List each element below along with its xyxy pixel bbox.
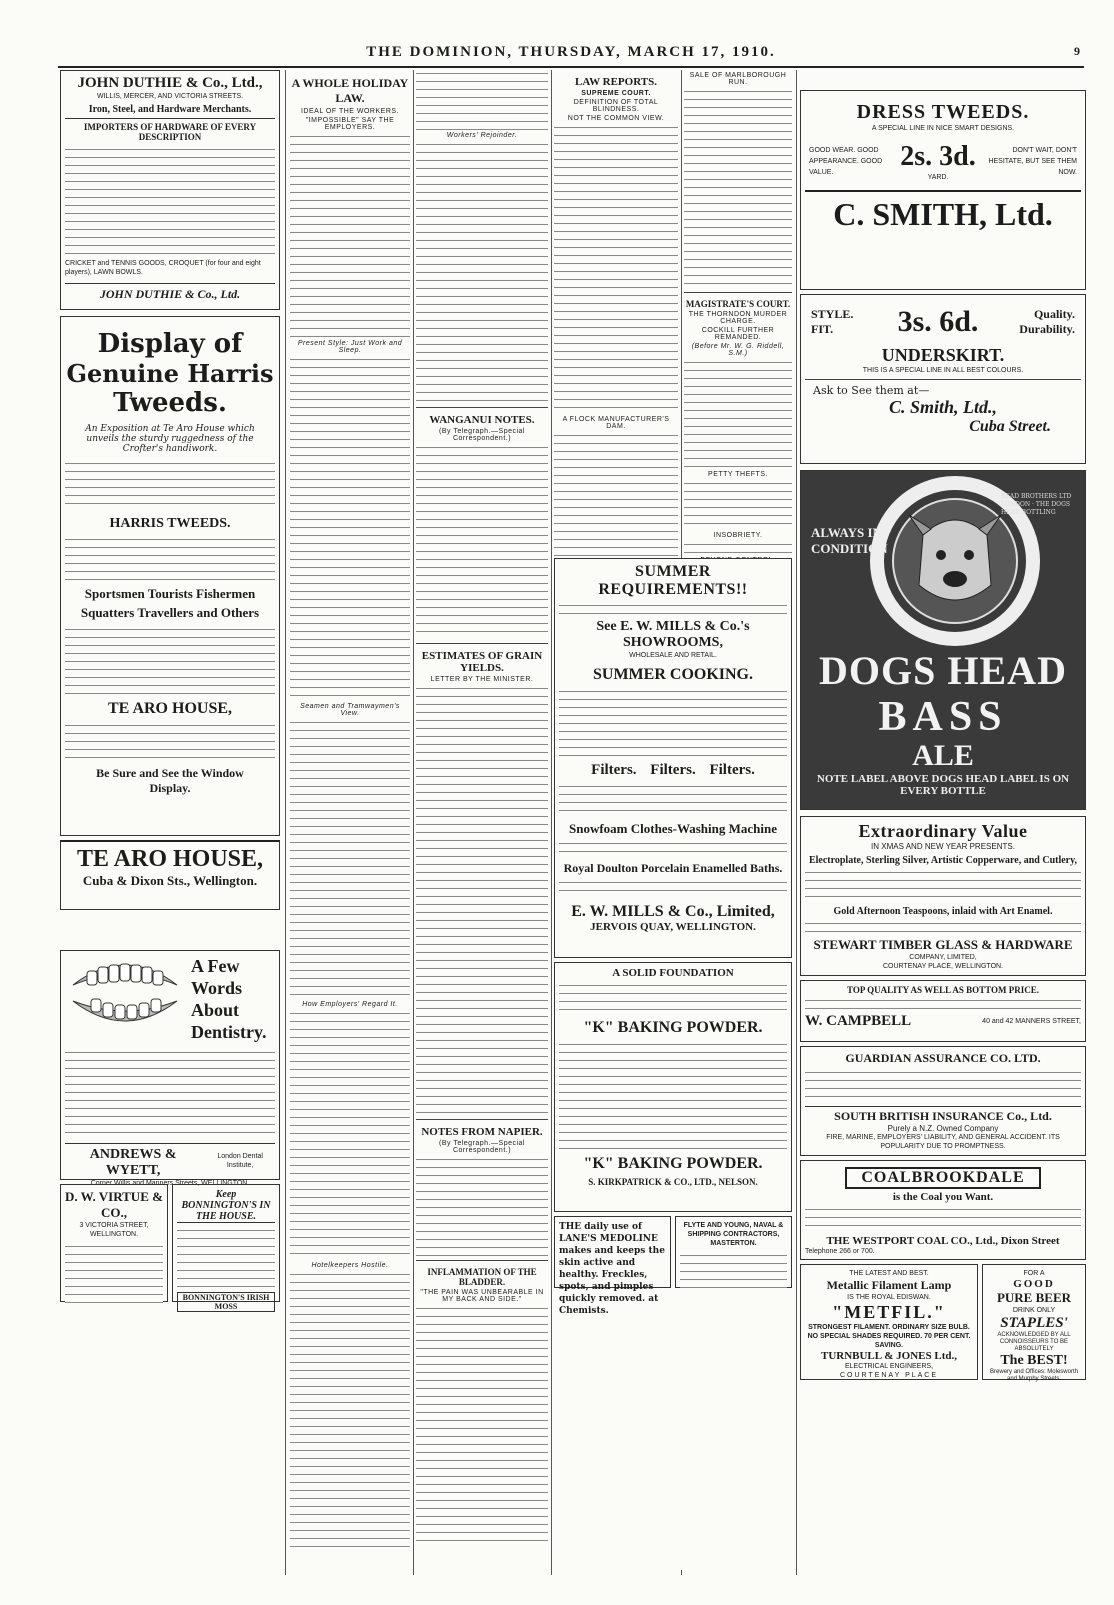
staples-brand: STAPLES' — [1000, 1315, 1068, 1331]
harris-display: Display of — [97, 329, 243, 359]
underskirt-ask: Ask to See them at— — [813, 384, 930, 397]
marlborough-body — [684, 88, 792, 288]
guardian-nz: Purely a N.Z. Owned Company — [887, 1124, 999, 1133]
law-not-common: NOT THE COMMON VIEW. — [567, 115, 665, 122]
flyte-young-ad — [675, 1216, 792, 1288]
coalbrookdale-ad — [800, 1160, 1086, 1260]
guardian-ad — [800, 1046, 1086, 1156]
law-body-1 — [554, 124, 678, 414]
summer-title: SUMMER REQUIREMENTS!! — [598, 563, 748, 598]
magistrate-thefts: PETTY THEFTS. — [708, 471, 768, 478]
summer-filters: Filters. Filters. Filters. — [591, 762, 755, 778]
duthie-importers: IMPORTERS OF HARDWARE OF EVERY DESCRIPTION — [65, 118, 275, 142]
bonnington-ad — [172, 1184, 280, 1311]
stewart-address: COURTENAY PLACE, WELLINGTON. — [882, 963, 1004, 970]
te-aro-house-name: TE ARO HOUSE, — [76, 846, 264, 872]
holiday-body-5 — [290, 1271, 410, 1551]
dentistry-address: Corner Willis and Manners Streets, WELLINGTON. — [90, 1180, 250, 1187]
harris-genuine: Genuine Harris — [66, 359, 274, 388]
duthie-trade: Iron, Steel, and Hardware Merchants. — [88, 104, 252, 115]
metfil-ad — [800, 1264, 978, 1380]
masthead-title: THE DOMINION, THURSDAY, MARCH 17, 1910. — [366, 44, 776, 60]
holiday-sec5: Workers' Rejoinder. — [446, 132, 518, 139]
staples-good: GOOD — [1013, 1278, 1055, 1290]
law-flock: A FLOCK MANUFACTURER'S DAM. — [562, 416, 670, 430]
holiday-body-3 — [290, 719, 410, 999]
law-body-2 — [554, 432, 678, 557]
virtue-body — [65, 1243, 163, 1303]
holiday-body-1 — [290, 133, 410, 338]
underskirt-ad — [800, 294, 1086, 464]
bass-always: ALWAYS IN CONDITION — [811, 525, 888, 556]
mills-ad — [554, 558, 792, 958]
underskirt-name: UNDERSKIRT. — [881, 345, 1005, 365]
harris-body-2 — [65, 536, 275, 580]
stewart-body — [805, 869, 1081, 903]
campbell-body — [805, 997, 1081, 1011]
holiday-sec1: Present Style: Just Work and Sleep. — [297, 340, 403, 354]
bladder-title: INFLAMMATION OF THE BLADDER. — [427, 1267, 537, 1287]
stewart-name: STEWART TIMBER GLASS & HARDWARE — [813, 937, 1073, 952]
baking-body-2 — [559, 1041, 787, 1151]
summer-cooking: SUMMER COOKING. — [593, 666, 753, 683]
metfil-brand: "METFIL." — [832, 1302, 946, 1322]
summer-cooking-body — [559, 688, 787, 758]
dress-right: DON'T WAIT, DON'T HESITATE, BUT SEE THEM NOW. — [988, 147, 1077, 176]
column-ads-left — [60, 70, 280, 1575]
guardian-lines: FIRE, MARINE, EMPLOYERS' LIABILITY, AND GENERAL ACCIDENT. ITS POPULARITY DUE TO PROMPTNESS. — [826, 1134, 1060, 1150]
staples-drink: DRINK ONLY — [1012, 1307, 1056, 1314]
duthie-name: JOHN DUTHIE & Co., Ltd., — [77, 75, 263, 91]
holiday-title: A WHOLE HOLIDAY LAW. — [291, 76, 409, 105]
dentistry-ad — [60, 950, 280, 1187]
dress-tweeds-ad — [800, 90, 1086, 290]
harris-exposition: An Exposition at Te Aro House which unveils the sturdy ruggedness of the Crofter's handiwork. — [85, 424, 255, 454]
holiday-sub1: IDEAL OF THE WORKERS. — [300, 108, 399, 115]
summer-see: See E. W. MILLS & Co.'s SHOWROOMS, — [596, 619, 750, 650]
bass-note: NOTE LABEL ABOVE DOGS HEAD LABEL IS ON EVERY BOTTLE — [816, 773, 1070, 797]
duthie-address: WILLIS, MERCER, AND VICTORIA STREETS. — [96, 93, 244, 100]
dentistry-body — [65, 1049, 275, 1139]
coal-tel: Telephone 266 or 700. — [805, 1248, 875, 1255]
magistrate-body-3 — [684, 541, 792, 555]
staples-for: FOR A — [1023, 1270, 1045, 1277]
underskirt-quality: Quality. Durability. — [1019, 307, 1075, 336]
summer-firm: E. W. MILLS & Co., Limited, — [571, 903, 775, 920]
magistrate-murder: THE THORNDON MURDER CHARGE. — [688, 311, 788, 325]
bladder-body — [416, 1305, 548, 1545]
dress-yard: YARD. — [927, 174, 949, 181]
dress-smith: C. SMITH, Ltd. — [805, 190, 1081, 233]
magistrate-before: (Before Mr. W. G. Riddell, S.M.) — [691, 343, 785, 357]
holiday-continued — [416, 70, 548, 130]
baking-head: A SOLID FOUNDATION — [612, 967, 734, 979]
dentistry-firm: ANDREWS & WYETT, — [89, 1147, 177, 1178]
staples-best: The BEST! — [1000, 1353, 1068, 1368]
dress-price: 2s. 3d. — [900, 141, 976, 172]
staples-brewery: Brewery and Offices: Molesworth and Murphy Streets. — [990, 1369, 1078, 1382]
holiday-body-6 — [416, 141, 548, 403]
napier-title: NOTES FROM NAPIER. — [421, 1126, 543, 1138]
harris-tweeds-ad — [60, 316, 280, 836]
bass-bass: BASS — [878, 694, 1008, 740]
harris-body-1 — [65, 460, 275, 510]
bass-ale: ALE — [912, 739, 974, 772]
staples-pure: PURE BEER — [996, 1290, 1072, 1305]
metfil-agents: TURNBULL & JONES Ltd., — [820, 1350, 957, 1362]
magistrate-body-2 — [684, 480, 792, 530]
harris-window: Be Sure and See the Window Display. — [96, 766, 244, 795]
virtue-address: 3 VICTORIA STREET, WELLINGTON. — [79, 1222, 149, 1238]
summer-snowfoam-body — [559, 840, 787, 858]
napier-body — [416, 1156, 548, 1256]
holiday-body-2 — [290, 356, 410, 701]
column-rule — [796, 70, 797, 1575]
magistrate-cockill: COCKILL FURTHER REMANDED. — [701, 327, 775, 341]
duthie-body — [65, 146, 275, 256]
holiday-body-4 — [290, 1010, 410, 1260]
grain-title: ESTIMATES OF GRAIN YIELDS. — [421, 650, 543, 674]
grain-body — [416, 685, 548, 1115]
virtue-ad — [60, 1184, 168, 1302]
te-aro-house-footer — [60, 840, 280, 910]
page-number: 9 — [1074, 44, 1080, 58]
guardian-name: GUARDIAN ASSURANCE CO. LTD. — [845, 1051, 1041, 1065]
column-ads-right — [800, 70, 1086, 1575]
bonnington-body — [177, 1227, 275, 1289]
column-rule — [285, 70, 286, 1575]
bass-ale-ad — [800, 470, 1086, 810]
wanganui-body — [416, 444, 548, 639]
campbell-name: W. CAMPBELL — [805, 1013, 912, 1029]
stewart-gold: Gold Afternoon Teaspoons, inlaid with Art Enamel. — [833, 906, 1053, 917]
summer-address: JERVOIS QUAY, WELLINGTON. — [590, 921, 756, 933]
dentistry-firm-sub: London Dental Institute, — [217, 1153, 263, 1169]
metfil-place: COURTENAY PLACE — [839, 1372, 939, 1379]
campbell-address: 40 and 42 MANNERS STREET, — [982, 1018, 1081, 1025]
wanganui-title: WANGANUI NOTES. — [429, 414, 535, 426]
dress-title: DRESS TWEEDS. — [856, 101, 1030, 123]
law-court: SUPREME COURT. — [581, 90, 651, 97]
harris-body-3 — [65, 626, 275, 696]
bass-brand: DOGS HEAD — [819, 648, 1067, 693]
metfil-elec: ELECTRICAL ENGINEERS, — [844, 1363, 934, 1370]
law-title: LAW REPORTS. — [575, 76, 657, 88]
harris-body-4 — [65, 722, 275, 762]
grain-sub: LETTER BY THE MINISTER. — [430, 676, 534, 683]
flyte-body — [680, 1252, 787, 1292]
staples-ad — [982, 1264, 1086, 1380]
metfil-latest: THE LATEST AND BEST. — [849, 1270, 929, 1277]
magistrate-body-1 — [684, 359, 792, 469]
stewart-xmas: IN XMAS AND NEW YEAR PRESENTS. — [871, 842, 1015, 851]
harris-favoured: Sportsmen Tourists Fishermen Squatters Travellers and Others — [80, 586, 260, 620]
dentures-illustration — [65, 955, 185, 1025]
column-rule — [551, 70, 552, 1575]
wanganui-byline: (By Telegraph.—Special Correspondent.) — [439, 428, 525, 442]
summer-intro — [559, 602, 787, 616]
virtue-name: D. W. VIRTUE & CO., — [65, 1189, 163, 1220]
campbell-ad — [800, 980, 1086, 1042]
coal-tag: is the Coal you Want. — [892, 1191, 994, 1203]
metfil-lamp: Metallic Filament Lamp — [826, 1278, 952, 1292]
lanes-medoline-ad: THE daily use of LANE'S MEDOLINE makes and keeps the skin active and healthy. Freckles, spots, and pimples quickly removed. at Chemists. — [554, 1216, 671, 1288]
masthead — [58, 44, 1084, 68]
bonnington-footer: BONNINGTON'S IRISH MOSS — [177, 1292, 275, 1312]
metfil-ediswan: IS THE ROYAL EDISWAN. — [847, 1294, 931, 1301]
harris-store: TE ARO HOUSE, — [107, 700, 233, 717]
underskirt-street: Cuba Street. — [969, 418, 1051, 435]
column-rule — [413, 70, 414, 1575]
marlborough-title: SALE OF MARLBOROUGH RUN. — [689, 72, 787, 86]
law-case: DEFINITION OF TOTAL BLINDNESS. — [573, 99, 659, 113]
summer-doulton: Royal Doulton Porcelain Enamelled Baths. — [563, 861, 783, 875]
stewart-electro: Electroplate, Sterling Silver, Artistic Copperware, and Cutlery, — [808, 855, 1078, 866]
column-news — [416, 70, 548, 1575]
stewart-timber-ad — [800, 816, 1086, 976]
bladder-quote: "THE PAIN WAS UNBEARABLE IN MY BACK AND SIDE." — [420, 1289, 544, 1303]
duthie-cricket: CRICKET and TENNIS GOODS, CROQUET (for four and eight players), LAWN BOWLS. — [65, 260, 261, 276]
flyte-text: FLYTE AND YOUNG, NAVAL & SHIPPING CONTRACTORS, MASTERTON. — [683, 1222, 784, 1247]
bass-ring: READ BROTHERS LTD LONDON · THE DOGS HEAD BOTTLING — [1001, 493, 1072, 516]
guardian-south: SOUTH BRITISH INSURANCE Co., Ltd. — [805, 1106, 1081, 1124]
guardian-body — [805, 1069, 1081, 1103]
dress-left: GOOD WEAR. GOOD APPEARANCE. GOOD VALUE. — [809, 147, 883, 176]
coal-body — [805, 1206, 1081, 1232]
dress-line: A SPECIAL LINE IN NICE SMART DESIGNS. — [871, 125, 1015, 132]
baking-k: "K" BAKING POWDER. — [583, 1019, 763, 1036]
baking-maker: S. KIRKPATRICK & CO., LTD., NELSON. — [588, 1177, 758, 1187]
coal-name: COALBROOKDALE — [845, 1167, 1041, 1189]
duthie-ad — [60, 70, 280, 310]
te-aro-house-address: Cuba & Dixon Sts., Wellington. — [82, 873, 258, 888]
summer-wholesale: WHOLESALE AND RETAIL. — [629, 652, 717, 659]
underskirt-price: 3s. 6d. — [897, 305, 979, 338]
duthie-footer: JOHN DUTHIE & Co., Ltd. — [65, 283, 275, 302]
staples-ack: ACKNOWLEDGED BY ALL CONNOISSEURS TO BE ABSOLUTELY — [997, 1332, 1071, 1352]
stewart-body-2 — [805, 920, 1081, 934]
underskirt-smith: C. Smith, Ltd., — [888, 397, 998, 417]
underskirt-special: THIS IS A SPECIAL LINE IN ALL BEST COLOURS. — [862, 367, 1024, 374]
summer-doulton-body — [559, 879, 787, 897]
holiday-sec2: Seamen and Tramwaymen's View. — [300, 703, 400, 717]
bonnington-head: Keep BONNINGTON'S IN THE HOUSE. — [177, 1189, 275, 1223]
underskirt-style: STYLE. FIT. — [811, 307, 854, 336]
column-holiday-law — [290, 70, 410, 1575]
coal-firm: THE WESTPORT COAL CO., Ltd., Dixon Street — [826, 1235, 1060, 1247]
metfil-stronger: STRONGEST FILAMENT. ORDINARY SIZE BULB. NO SPECIAL SHADES REQUIRED. 70 PER CENT. SAVING. — [807, 1324, 971, 1349]
baking-body-1 — [559, 982, 787, 1016]
stewart-value: Extraordinary Value — [858, 821, 1028, 841]
summer-block — [554, 558, 792, 1570]
stewart-company: COMPANY, LIMITED, — [909, 954, 977, 961]
holiday-sec3: How Employers' Regard It. — [302, 1001, 398, 1008]
summer-filters-body — [559, 783, 787, 817]
baking-powder-ad — [554, 962, 792, 1212]
magistrate-title: MAGISTRATE'S COURT. — [685, 299, 791, 309]
baking-k2: "K" BAKING POWDER. — [583, 1155, 763, 1172]
harris-heading: HARRIS TWEEDS. — [109, 516, 231, 531]
holiday-sec4: Hotelkeepers Hostile. — [311, 1262, 389, 1269]
dentistry-title: A Few Words About Dentistry. — [191, 956, 267, 1042]
harris-tweeds-word: Tweeds. — [113, 388, 227, 418]
holiday-sub2: "IMPOSSIBLE" SAY THE EMPLOYERS. — [305, 117, 395, 131]
campbell-cotton: TOP QUALITY AS WELL AS BOTTOM PRICE. — [847, 985, 1039, 995]
napier-byline: (By Telegraph.—Special Correspondent.) — [439, 1140, 525, 1154]
magistrate-insobriety: INSOBRIETY. — [713, 532, 763, 539]
summer-snowfoam: Snowfoam Clothes-Washing Machine — [568, 821, 778, 836]
